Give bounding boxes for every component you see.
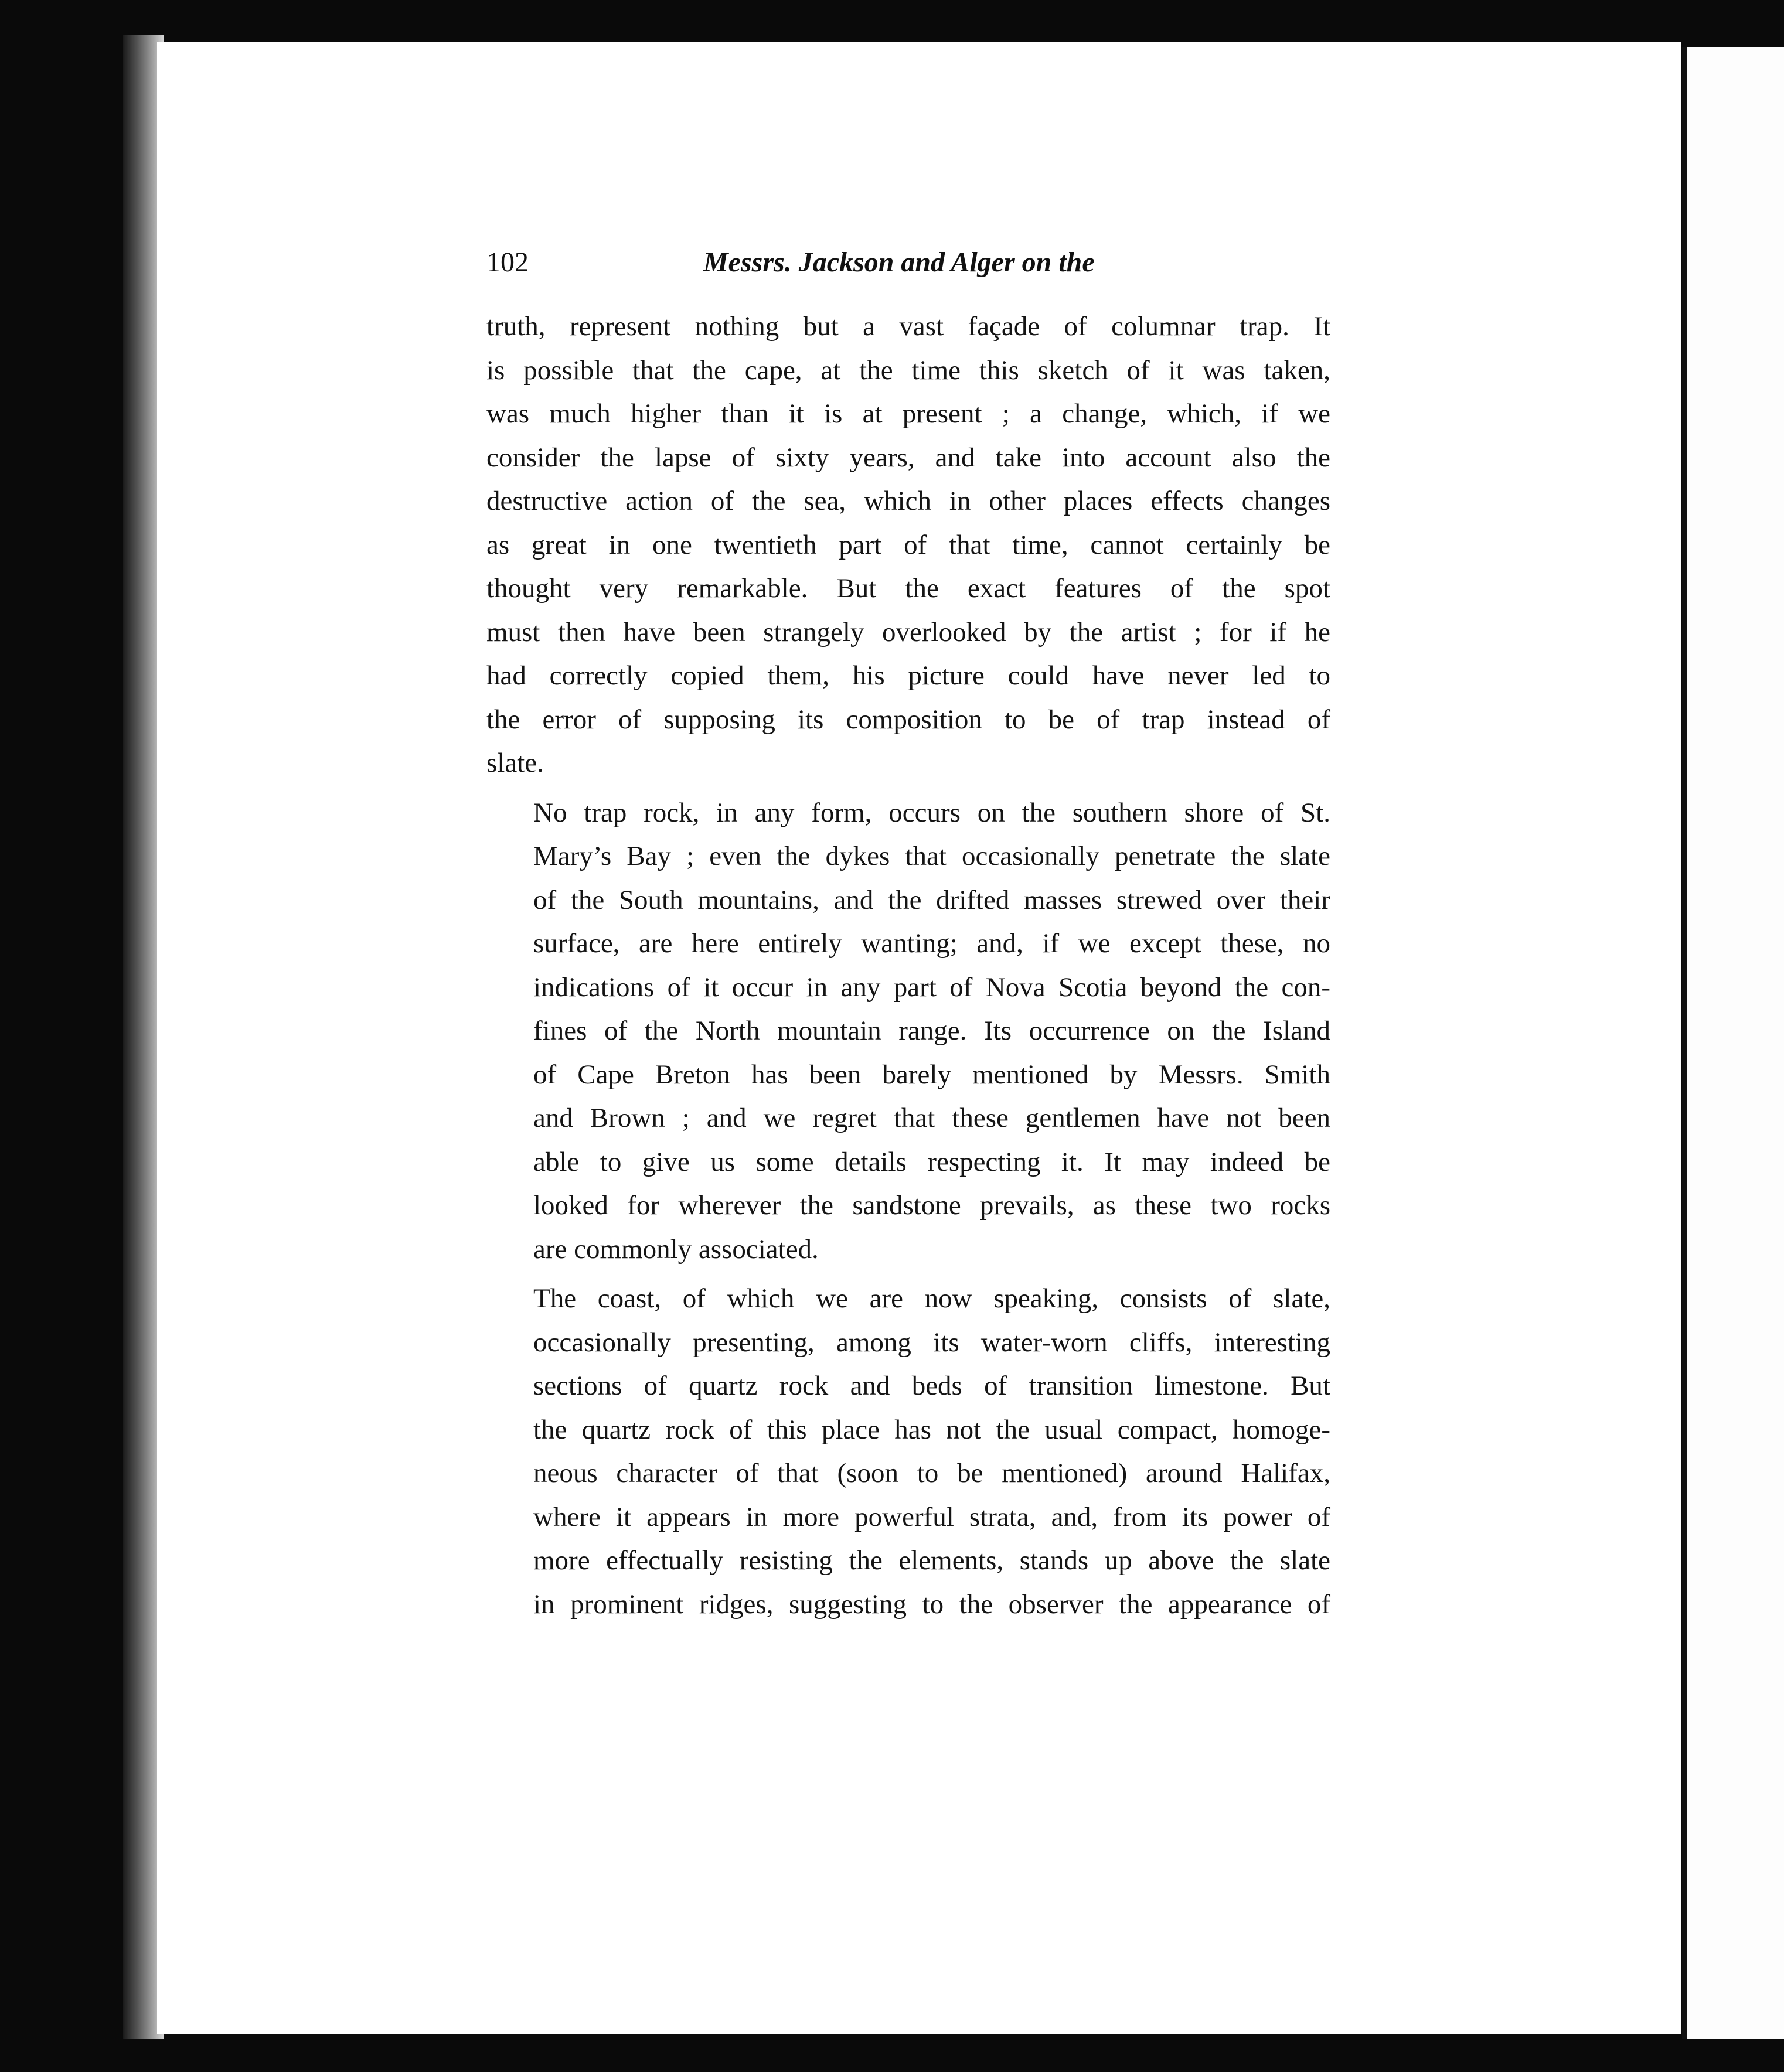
text-line: is possible that the cape, at the time this sketch of it was taken, bbox=[486, 355, 1330, 386]
text-line: Mary’s Bay ; even the dykes that occasionally penetrate the slate bbox=[533, 841, 1330, 871]
text-line: where it appears in more powerful strata, and, from its power of bbox=[533, 1501, 1330, 1532]
text-line: of Cape Breton has been barely mentioned by Messrs. Smith bbox=[533, 1059, 1330, 1090]
text-line: sections of quartz rock and beds of transition limestone. But bbox=[533, 1371, 1330, 1401]
text-line: in prominent ridges, suggesting to the observer the appearance of bbox=[533, 1589, 1330, 1620]
text-line: thought very remarkable. But the exact features of the spot bbox=[486, 573, 1330, 604]
paragraph-2 bbox=[486, 791, 1330, 1272]
page-number: 102 bbox=[486, 247, 529, 278]
text-line: looked for wherever the sandstone prevails, as these two rocks bbox=[533, 1190, 1330, 1221]
text-line: The coast, of which we are now speaking, consists of slate, bbox=[533, 1283, 1330, 1314]
text-line: consider the lapse of sixty years, and take into account also the bbox=[486, 442, 1330, 473]
text-line: fines of the North mountain range. Its occurrence on the Island bbox=[533, 1015, 1330, 1046]
text-line: more effectually resisting the elements, stands up above the slate bbox=[533, 1545, 1330, 1576]
adjacent-page-edge bbox=[1682, 47, 1784, 2039]
text-line: and Brown ; and we regret that these gentlemen have not been bbox=[533, 1103, 1330, 1133]
body-text bbox=[486, 305, 1330, 1626]
text-line: indications of it occur in any part of Nova Scotia beyond the con- bbox=[533, 972, 1330, 1003]
text-line: neous character of that (soon to be mentioned) around Halifax, bbox=[533, 1458, 1330, 1488]
text-line: the quartz rock of this place has not the usual compact, homoge- bbox=[533, 1414, 1330, 1445]
text-line: must then have been strangely overlooked by the artist ; for if he bbox=[486, 616, 1330, 648]
text-line: able to give us some details respecting it. It may indeed be bbox=[533, 1146, 1330, 1177]
paragraph-3 bbox=[486, 1277, 1330, 1626]
text-line: the error of supposing its composition to be of trap instead of bbox=[486, 704, 1330, 735]
running-head: Messrs. Jackson and Alger on the bbox=[703, 247, 1095, 278]
text-line: surface, are here entirely wanting; and, if we except these, no bbox=[533, 928, 1330, 959]
text-line: truth, represent nothing but a vast façade of columnar trap. It bbox=[486, 311, 1330, 342]
text-line: was much higher than it is at present ; a change, which, if we bbox=[486, 398, 1330, 429]
text-line: are commonly associated. bbox=[533, 1233, 819, 1265]
paragraph-1 bbox=[486, 305, 1330, 785]
text-line: as great in one twentieth part of that time, cannot certainly be bbox=[486, 529, 1330, 560]
text-line: destructive action of the sea, which in other places effects changes bbox=[486, 486, 1330, 516]
text-line: slate. bbox=[486, 748, 544, 778]
text-line: occasionally presenting, among its water-worn cliffs, interesting bbox=[533, 1327, 1330, 1358]
text-line: had correctly copied them, his picture could have never led to bbox=[486, 660, 1330, 691]
text-line: No trap rock, in any form, occurs on the southern shore of St. bbox=[533, 797, 1330, 828]
text-line: of the South mountains, and the drifted masses strewed over their bbox=[533, 884, 1330, 915]
